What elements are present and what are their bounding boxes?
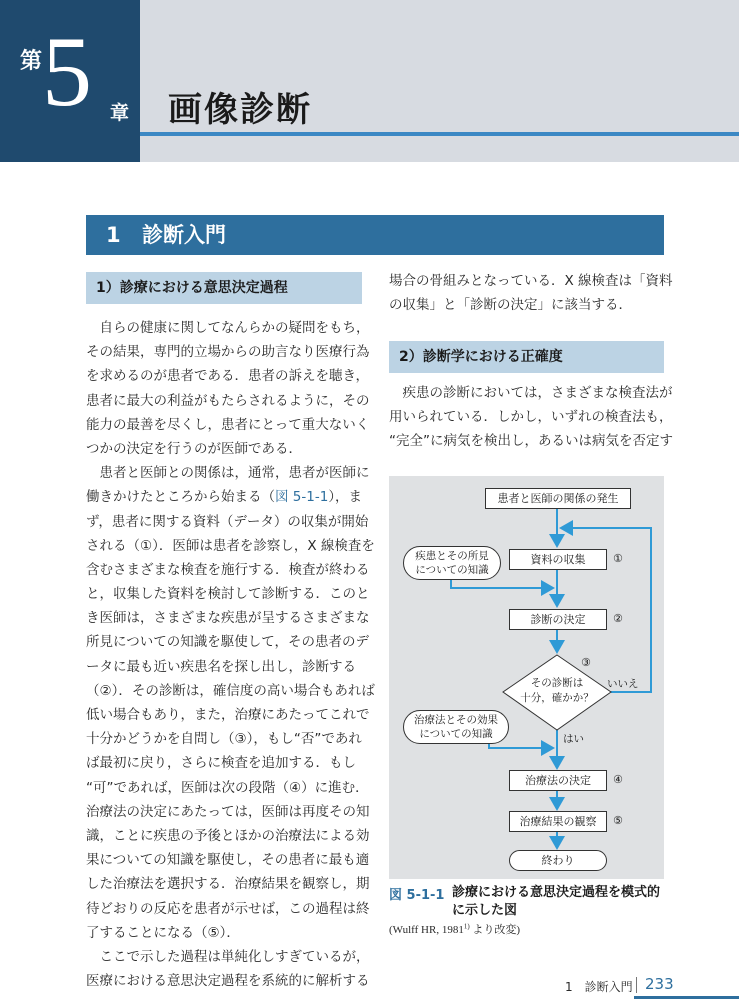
- node-end: 終わり: [509, 850, 607, 871]
- text-line: を求めるのが患者である．患者の訴えを聴き，: [86, 368, 369, 385]
- text-line: 医療における意思決定過程を系統的に解析する: [86, 973, 370, 990]
- figure-caption-text: 診療における意思決定過程を模式的に示した図: [452, 885, 661, 918]
- figure-caption-label: 図 5-1-1: [389, 888, 445, 903]
- step-number-5: ⑤: [613, 814, 623, 827]
- source-superscript: 1): [463, 922, 470, 931]
- header-rule: [140, 132, 739, 136]
- node-start: 患者と医師の関係の発生: [485, 488, 631, 509]
- step-number-3: ③: [581, 656, 591, 669]
- chapter-prefix: 第: [20, 49, 43, 74]
- decision-text: [509, 676, 605, 706]
- text-line: 所見についての知識を駆使して，その患者のデ: [86, 634, 369, 651]
- text-line: ず，患者に関する資料（データ）の収集が開始: [86, 513, 369, 530]
- text-line: される（①）．医師は患者を診察し，X 線検査を: [86, 537, 375, 554]
- text-segment: ），ま: [328, 489, 363, 506]
- chapter-number: 5: [42, 16, 92, 127]
- label-no: いいえ: [607, 678, 639, 690]
- step-number-2: ②: [613, 612, 623, 625]
- step-number-1: ①: [613, 552, 623, 565]
- text-line: “可”であれば，医師は次の段階（④）に進む．: [86, 779, 369, 796]
- text-line: 低い場合もあり，また，治療にあたってこれで: [86, 707, 370, 723]
- flowchart-figure: [389, 476, 664, 879]
- text-line: “完全”に病気を検出し，あるいは病気を否定す: [389, 433, 673, 450]
- text-line: の収集」と「診断の決定」に該当する．: [389, 297, 632, 314]
- label-yes: はい: [563, 733, 584, 745]
- node-diagnose: 診断の決定: [509, 609, 607, 630]
- text-line: 了することになる（⑤）．: [86, 924, 240, 941]
- text-line: 患者に最大の利益がもたらされるように，その: [86, 392, 370, 409]
- subsection-heading-2: 2）診断学における正確度: [389, 341, 664, 373]
- text-line: 場合の骨組みとなっている．X 線検査は「資料: [389, 273, 673, 289]
- oval-line: についての知識: [415, 564, 489, 576]
- text-line: 治療法の決定にあたっては，医師は再度その知: [86, 803, 370, 820]
- knowledge-oval-2: [403, 710, 509, 744]
- footer-rule: [634, 996, 739, 999]
- text-line: 十分かどうかを自問し（③），もし“否”であれ: [86, 731, 362, 748]
- source-text-end: より改変): [469, 924, 521, 936]
- text-line: 疾患の診断においては，さまざまな検査法が: [389, 385, 673, 401]
- section-number: 1: [106, 223, 121, 247]
- section-title: 診断入門: [142, 223, 226, 247]
- text-line: 待どおりの反応を患者が示せば，この過程は終: [86, 900, 370, 917]
- text-line: と，収集した資料を検討して診断する．このと: [86, 586, 370, 603]
- text-line: 能力の最善を尽くし，患者にとって重大ないく: [86, 416, 370, 433]
- text-line: 用いられている．しかし，いずれの検査法も，: [389, 409, 673, 426]
- oval-line: 疾患とその所見: [415, 550, 489, 562]
- node-collect: 資料の収集: [509, 549, 607, 570]
- footer-separator: [636, 977, 637, 993]
- text-line: （②）．その診断は，確信度の高い場合もあれば: [86, 682, 375, 699]
- subsection-heading-1: 1）診療における意思決定過程: [86, 272, 362, 304]
- text-line: つかの決定を行うのが医師である．: [86, 440, 302, 457]
- text-line: 識，ことに疾患の予後とほかの治療法による効: [86, 827, 370, 844]
- decision-line: その診断は: [530, 677, 584, 689]
- page-number: 233: [645, 975, 674, 993]
- text-line: ータに最も近い疾患名を探し出し，診断する: [86, 658, 356, 675]
- source-text: (Wulff HR, 1981: [389, 924, 464, 936]
- text-line: 患者と医師との関係は，通常，患者が医師に: [86, 465, 370, 482]
- chapter-title: 画像診断: [168, 90, 312, 130]
- figure-reference[interactable]: 図 5-1-1: [275, 489, 329, 506]
- chapter-suffix: 章: [110, 102, 130, 124]
- text-line: 果についての知識を駆使し，その患者に最も適: [86, 852, 370, 869]
- body-text-right-top: [389, 269, 673, 317]
- chapter-box: [0, 0, 140, 162]
- figure-source: [389, 921, 520, 937]
- text-line: その結果，専門的立場からの助言なり医療行為: [86, 344, 370, 361]
- footer-section: 1 診断入門: [565, 980, 633, 994]
- text-line: 含むさまざまな検査を施行する．検査が終わる: [86, 561, 370, 578]
- step-number-4: ④: [613, 773, 623, 786]
- text-segment: 働きかけたところから始まる（: [86, 489, 275, 506]
- oval-line: 治療法とその効果: [414, 714, 498, 726]
- text-line: [86, 485, 362, 509]
- text-line: き医師は，さまざまな疾患が呈するさまざまな: [86, 610, 370, 627]
- oval-line: についての知識: [419, 728, 493, 740]
- decision-line: 十分，確かか？: [520, 692, 594, 704]
- text-line: ば最初に戻り，さらに検査を追加する．もし: [86, 755, 356, 772]
- node-observe: 治療結果の観察: [509, 811, 607, 832]
- text-line: ここで示した過程は単純化しすぎているが，: [86, 948, 370, 965]
- node-treatment: 治療法の決定: [509, 770, 607, 791]
- section-heading: [86, 215, 664, 255]
- knowledge-oval-1: [403, 546, 501, 580]
- body-text-right: [389, 381, 673, 454]
- text-line: 自らの健康に関してなんらかの疑問をもち，: [86, 320, 370, 336]
- body-text-left: [86, 316, 375, 993]
- text-line: した治療法を選択する．治療結果を観察し，期: [86, 876, 370, 893]
